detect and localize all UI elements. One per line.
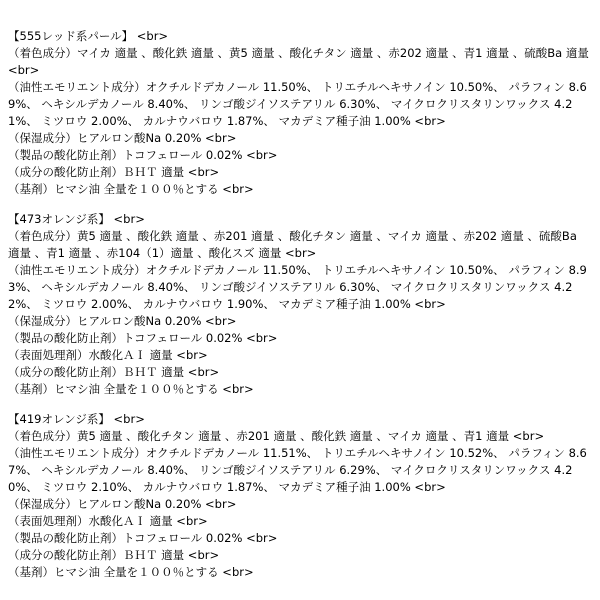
ingredient-block-555 — [8, 28, 592, 198]
ingredient-line-product-antioxidant: （製品の酸化防止剤）トコフェロール 0.02% <br> — [8, 148, 278, 162]
ingredient-line-humectant: （保湿成分）ヒアルロン酸Na 0.20% <br> — [8, 497, 237, 511]
block-heading: 【419オレンジ系】 <br> — [8, 412, 145, 426]
ingredient-line-emollients: （油性エモリエント成分）オクチルドデカノール 11.50%、 トリエチルヘキサノイン 10.50%、 パラフィン 8.93%、 ヘキシルデカノール 8.40%、 リンゴ酸ジイソステアリル 6.30%、 マイクロクリスタリンワックス 4.22%、 ミツロウ 2.00%、 カルナウバロウ 1.90%、 マカデミア種子油 1.00% <br> — [8, 263, 587, 311]
ingredient-line-humectant: （保湿成分）ヒアルロン酸Na 0.20% <br> — [8, 131, 237, 145]
ingredient-line-emollients: （油性エモリエント成分）オクチルドデカノール 11.51%、 トリエチルヘキサノイン 10.52%、 パラフィン 8.67%、 ヘキシルデカノール 8.40%、 リンゴ酸ジイソステアリル 6.29%、 マイクロクリスタリンワックス 4.20%、 ミツロウ 2.10%、 カルナウバロウ 1.87%、 マカデミア種子油 1.00% <br> — [8, 446, 587, 494]
block-heading: 【473オレンジ系】 <br> — [8, 212, 145, 226]
ingredient-line-base: （基剤）ヒマシ油 全量を１００％とする <br> — [8, 382, 254, 396]
ingredient-line-colorants: （着色成分）マイカ 適量 、酸化鉄 適量 、黄5 適量 、酸化チタン 適量 、赤202 適量 、青1 適量 、硫酸Ba 適量 <br> — [8, 46, 593, 77]
ingredient-block-473 — [8, 211, 592, 398]
block-heading: 【555レッド系パール】 <br> — [8, 29, 169, 43]
ingredient-line-humectant: （保湿成分）ヒアルロン酸Na 0.20% <br> — [8, 314, 237, 328]
ingredient-line-base: （基剤）ヒマシ油 全量を１００％とする <br> — [8, 565, 254, 579]
block-spacer — [8, 398, 592, 411]
ingredient-line-product-antioxidant: （製品の酸化防止剤）トコフェロール 0.02% <br> — [8, 331, 278, 345]
ingredient-block-419 — [8, 411, 592, 581]
ingredient-line-colorants: （着色成分）黄5 適量 、酸化鉄 適量 、赤201 適量 、酸化チタン 適量 、マイカ 適量 、赤202 適量 、硫酸Ba 適量 、青1 適量 、赤104（1）適量 、酸化スズ 適量 <br> — [8, 229, 581, 260]
block-spacer — [8, 198, 592, 211]
ingredient-line-surface-treatment: （表面処理剤）水酸化ＡＩ 適量 <br> — [8, 514, 208, 528]
ingredient-line-colorants: （着色成分）黄5 適量 、酸化チタン 適量 、赤201 適量 、酸化鉄 適量 、マイカ 適量 、青1 適量 <br> — [8, 429, 545, 443]
ingredient-line-surface-treatment: （表面処理剤）水酸化ＡＩ 適量 <br> — [8, 348, 208, 362]
ingredient-line-component-antioxidant: （成分の酸化防止剤）ＢＨＴ 適量 <br> — [8, 365, 220, 379]
ingredient-line-component-antioxidant: （成分の酸化防止剤）ＢＨＴ 適量 <br> — [8, 165, 220, 179]
ingredient-line-base: （基剤）ヒマシ油 全量を１００％とする <br> — [8, 182, 254, 196]
ingredient-line-emollients: （油性エモリエント成分）オクチルドデカノール 11.50%、 トリエチルヘキサノイン 10.50%、 パラフィン 8.69%、 ヘキシルデカノール 8.40%、 リンゴ酸ジイソステアリル 6.30%、 マイクロクリスタリンワックス 4.21%、 ミツロウ 2.00%、 カルナウバロウ 1.87%、 マカデミア種子油 1.00% <br> — [8, 80, 587, 128]
ingredient-line-component-antioxidant: （成分の酸化防止剤）ＢＨＴ 適量 <br> — [8, 548, 220, 562]
ingredient-line-product-antioxidant: （製品の酸化防止剤）トコフェロール 0.02% <br> — [8, 531, 278, 545]
